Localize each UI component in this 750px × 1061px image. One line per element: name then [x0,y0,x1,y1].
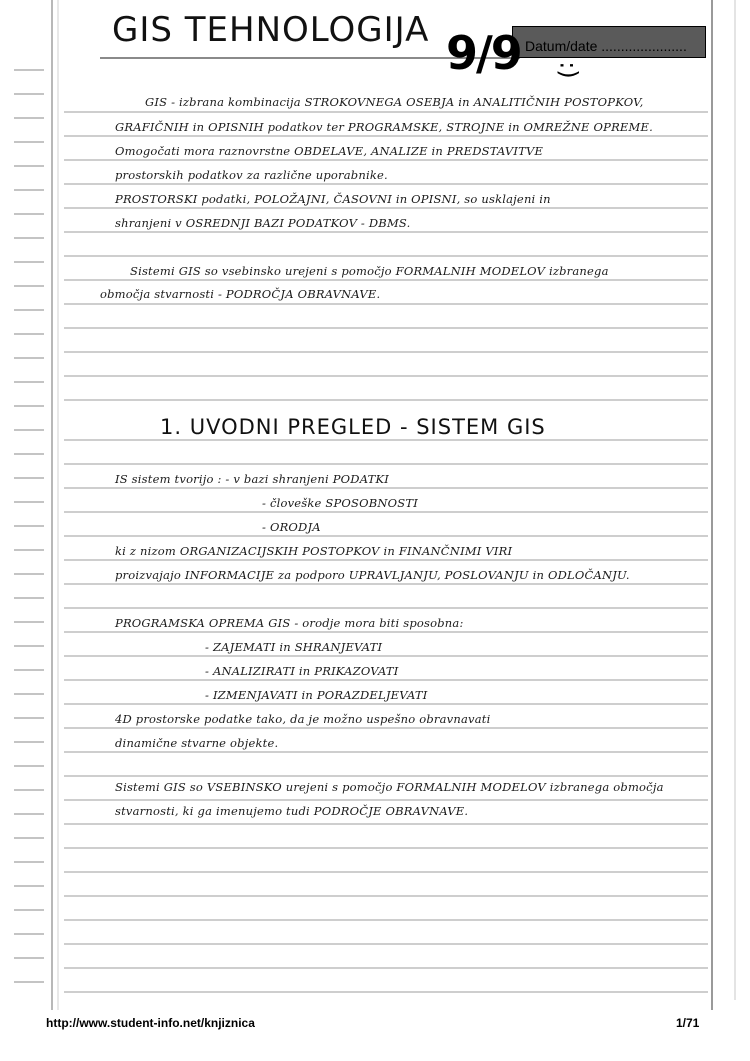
intro-line: shranjeni v OSREDNJI BAZI PODATKOV - DBMS. [115,216,411,230]
intro-line: GIS - izbrana kombinacija STROKOVNEGA OSEBJA in ANALITIČNIH POSTOPKOV, [145,95,644,109]
intro-line: Omogočati mora raznovrstne OBDELAVE, ANALIZE in PREDSTAVITVE [115,144,544,158]
section-heading: 1. UVODNI PREGLED - SISTEM GIS [160,415,546,439]
intro-line: GRAFIČNIH in OPISNIH podatkov ter PROGRAMSKE, STROJNE in OMREŽNE OPREME. [115,120,653,134]
systems-line: Sistemi GIS so vsebinsko urejeni s pomočjo FORMALNIH MODELOV izbranega [130,264,609,278]
is-system-lead: IS sistem tvorijo : - v bazi shranjeni PODATKI [115,472,389,486]
smiley-icon: :) [554,61,583,79]
org-line: proizvajajo INFORMACIJE za podporo UPRAVLJANJU, POSLOVANJU in ODLOČANJU. [115,568,630,582]
intro-line: PROSTORSKI podatki, POLOŽAJNI, ČASOVNI in OPISNI, so usklajeni in [115,192,551,206]
systems-line: območja stvarnosti - PODROČJA OBRAVNAVE. [100,287,381,301]
software-item: - ANALIZIRATI in PRIKAZOVATI [205,664,399,678]
software-item: - IZMENJAVATI in PORAZDELJEVATI [205,688,428,702]
is-system-item: - človeške SPOSOBNOSTI [262,496,419,510]
closing-line: Sistemi GIS so VSEBINSKO urejeni s pomočjo FORMALNIH MODELOV izbranega območja [115,780,664,794]
software-item: - ZAJEMATI in SHRANJEVATI [205,640,383,654]
four-d-line: dinamične stvarne objekte. [115,736,279,750]
intro-line: prostorskih podatkov za različne uporabnike. [115,168,388,182]
is-system-item: - ORODJA [262,520,321,534]
footer-url[interactable]: http://www.student-info.net/knjiznica [46,1016,255,1030]
software-lead: PROGRAMSKA OPREMA GIS - orodje mora biti sposobna: [115,616,464,630]
page-title: GIS TEHNOLOGIJA [112,10,430,50]
date-label: Datum/date ...................... [525,38,687,54]
closing-line: stvarnosti, ki ga imenujemo tudi PODROČJE OBRAVNAVE. [115,804,469,818]
org-line: ki z nizom ORGANIZACIJSKIH POSTOPKOV in FINANČNIMI VIRI [115,544,513,558]
grade-mark: 9/9 [446,26,521,80]
four-d-line: 4D prostorske podatke tako, da je možno uspešno obravnavati [115,712,491,726]
page-number: 1/71 [676,1016,700,1030]
